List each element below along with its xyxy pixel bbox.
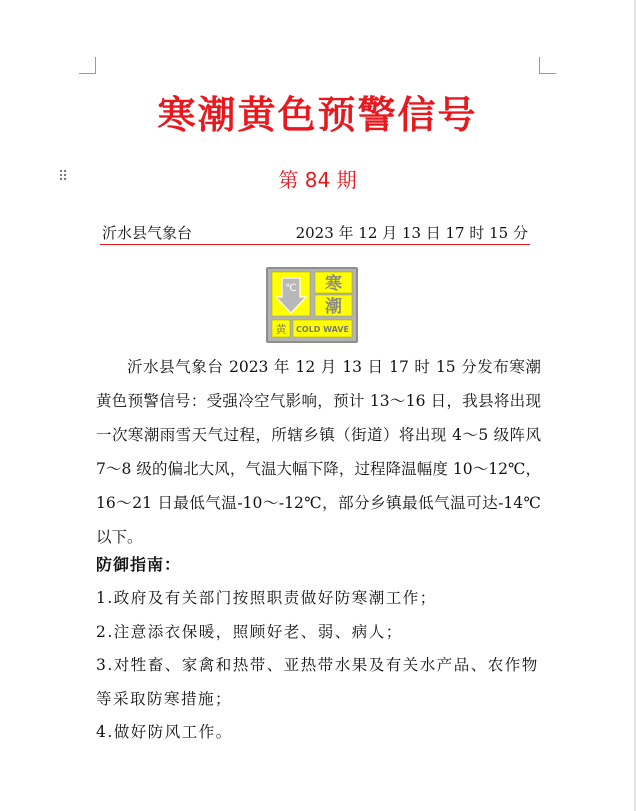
issuer-line	[100, 222, 530, 245]
drag-handle-icon[interactable]: ⠿	[58, 169, 69, 185]
margin-corner-top-right	[539, 57, 556, 74]
defense-guide-heading: 防御指南：	[96, 555, 182, 574]
guide-item: 2.注意添衣保暖，照顾好老、弱、病人；	[96, 622, 403, 641]
document-title: 寒潮黄色预警信号	[157, 93, 478, 137]
guide-item: 3.对牲畜、家禽和热带、亚热带水果及有关水产品、农作物等采取防寒措施；	[96, 656, 539, 708]
signal-graphic	[268, 269, 356, 341]
defense-guide-list	[96, 582, 541, 750]
issue-time: 2023 年 12 月 13 日 17 时 15 分	[295, 224, 528, 242]
issuer-name: 沂水县气象台	[102, 224, 193, 242]
warning-body-text: 沂水县气象台 2023 年 12 月 13 日 17 时 15 分发布寒潮黄色预警信号：受强冷空气影响，预计 13～16 日，我县将出现一次寒潮雨雪天气过程，所辖乡镇（街道）将出现 4～5 级阵风 7～8 级的偏北大风，气温大幅下降，过程降温幅度 10～12℃，16～21 日最低气温-10～-12℃，部分乡镇最低气温可达-14℃以下。	[96, 358, 541, 546]
issue-number: 第 84 期	[278, 168, 357, 192]
guide-item: 4.做好防风工作。	[96, 723, 233, 741]
margin-corner-top-left	[79, 57, 96, 74]
signal-level-char: 黄	[275, 323, 287, 336]
signal-label: COLD WAVE	[296, 325, 349, 334]
degree-celsius-text: ℃	[285, 283, 297, 294]
signal-char-bottom: 潮	[325, 297, 342, 317]
guide-item: 1.政府及有关部门按照职责做好防寒潮工作；	[96, 589, 437, 607]
cold-wave-yellow-signal-icon	[266, 267, 358, 343]
signal-char-top: 寒	[325, 274, 342, 294]
